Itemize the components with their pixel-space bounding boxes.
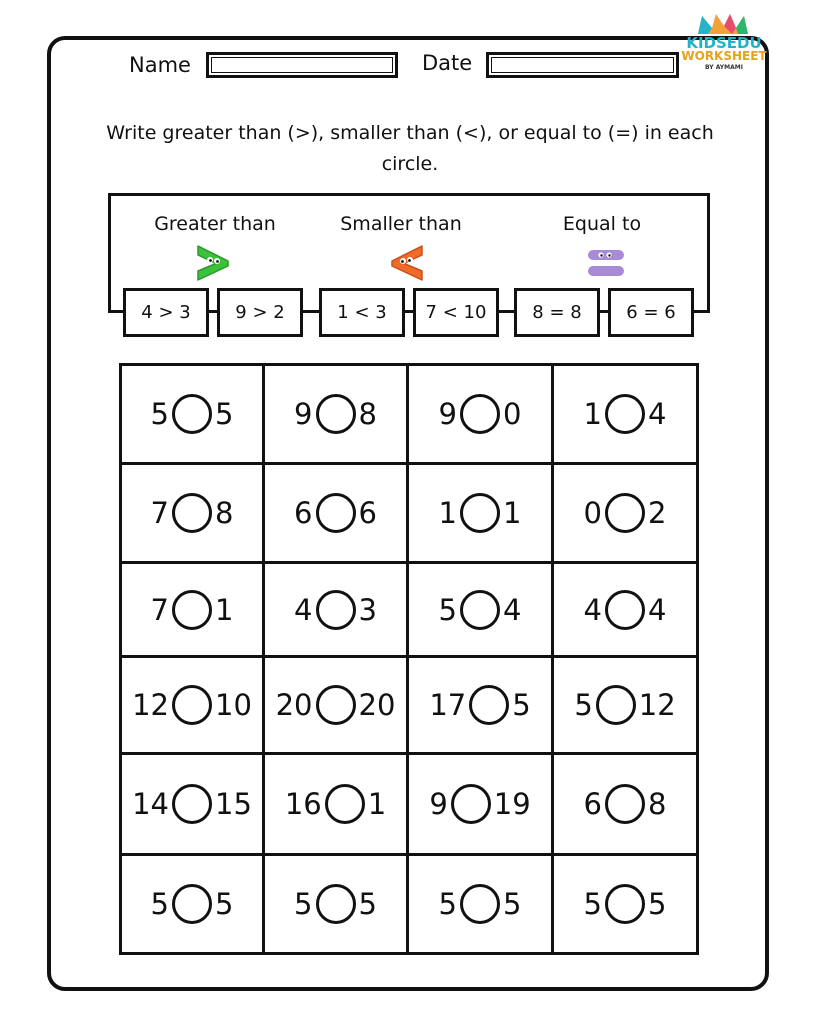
equal-sign-icon	[586, 246, 626, 280]
left-number: 5	[150, 887, 169, 921]
logo-text-worksheet: WORKSHEET	[681, 49, 767, 63]
left-number: 7	[150, 496, 169, 530]
answer-circle[interactable]	[460, 394, 500, 434]
name-field[interactable]	[206, 52, 398, 78]
right-number: 0	[503, 397, 522, 431]
instructions: Write greater than (>), smaller than (<), or equal to (=) in each circle.	[106, 122, 714, 175]
right-number: 19	[493, 787, 531, 821]
problem-cell	[122, 564, 262, 655]
right-number: 6	[358, 496, 377, 530]
left-number: 0	[583, 496, 602, 530]
problem-cell	[265, 658, 406, 752]
problem-cell	[409, 658, 551, 752]
right-number: 4	[648, 397, 667, 431]
name-label: Name	[129, 53, 191, 77]
right-number: 1	[503, 496, 522, 530]
problem-cell	[122, 856, 262, 952]
problem-cell	[409, 366, 551, 462]
left-number: 4	[583, 592, 602, 627]
left-number: 14	[132, 787, 169, 821]
right-number: 2	[648, 496, 667, 530]
answer-circle[interactable]	[316, 493, 356, 533]
less-than-icon	[390, 244, 424, 282]
problem-cell	[265, 856, 406, 952]
problem-cell	[122, 658, 262, 752]
left-number: 5	[438, 592, 457, 627]
answer-circle[interactable]	[316, 394, 356, 434]
kidsedu-logo	[680, 12, 768, 74]
left-number: 6	[583, 787, 602, 821]
answer-circle[interactable]	[596, 685, 636, 725]
problem-cell	[122, 755, 262, 853]
right-number: 5	[512, 688, 531, 722]
left-number: 4	[294, 592, 313, 627]
right-number: 5	[503, 887, 522, 921]
logo-text-kidsedu: KIDSEDU	[686, 34, 762, 52]
right-number: 8	[215, 496, 234, 530]
answer-circle[interactable]	[172, 394, 212, 434]
legend-title-equal: Equal to	[562, 213, 642, 235]
answer-circle[interactable]	[605, 590, 645, 630]
right-number: 5	[648, 887, 667, 921]
problem-cell	[265, 366, 406, 462]
problem-cell	[409, 564, 551, 655]
example-equal-1: 8 = 8	[514, 288, 600, 337]
right-number: 5	[215, 397, 234, 431]
problem-cell	[554, 856, 696, 952]
problem-cell	[409, 465, 551, 561]
problem-cell	[265, 465, 406, 561]
right-number: 8	[358, 397, 377, 431]
problem-cell	[265, 564, 406, 655]
problem-cell	[265, 755, 406, 853]
left-number: 5	[583, 887, 602, 921]
answer-circle[interactable]	[316, 884, 356, 924]
problem-cell	[409, 856, 551, 952]
answer-circle[interactable]	[325, 784, 365, 824]
problem-cell	[409, 755, 551, 853]
right-number: 8	[648, 787, 667, 821]
example-smaller-2: 7 < 10	[413, 288, 499, 337]
right-number: 1	[215, 592, 234, 627]
greater-than-icon	[196, 244, 230, 282]
problem-cell	[554, 564, 696, 655]
left-number: 5	[438, 887, 457, 921]
example-equal-2: 6 = 6	[608, 288, 694, 337]
crown-icon	[694, 12, 754, 36]
right-number: 4	[503, 592, 522, 627]
answer-circle[interactable]	[460, 884, 500, 924]
answer-circle[interactable]	[172, 590, 212, 630]
left-number: 1	[438, 496, 457, 530]
left-number: 9	[294, 397, 313, 431]
answer-circle[interactable]	[172, 493, 212, 533]
answer-circle[interactable]	[605, 784, 645, 824]
problem-cell	[554, 366, 696, 462]
right-number: 12	[638, 688, 676, 722]
problem-cell	[554, 755, 696, 853]
left-number: 9	[429, 787, 448, 821]
logo-text-byline: BY AYMAMI	[705, 64, 743, 71]
left-number: 1	[583, 397, 602, 431]
answer-circle[interactable]	[605, 884, 645, 924]
problem-cell	[554, 658, 696, 752]
example-smaller-1: 1 < 3	[319, 288, 405, 337]
left-number: 16	[284, 787, 322, 821]
right-number: 5	[215, 887, 234, 921]
problem-cell	[554, 465, 696, 561]
answer-circle[interactable]	[460, 590, 500, 630]
left-number: 6	[294, 496, 313, 530]
answer-circle[interactable]	[172, 685, 212, 725]
right-number: 15	[215, 787, 252, 821]
left-number: 20	[275, 688, 313, 722]
date-label: Date	[422, 51, 473, 75]
right-number: 4	[648, 592, 667, 627]
left-number: 5	[150, 397, 169, 431]
left-number: 17	[429, 688, 467, 722]
right-number: 3	[358, 592, 377, 627]
answer-circle[interactable]	[172, 884, 212, 924]
legend-title-smaller: Smaller than	[340, 213, 462, 235]
answer-circle[interactable]	[605, 394, 645, 434]
date-field[interactable]	[486, 52, 679, 78]
answer-circle[interactable]	[605, 493, 645, 533]
answer-circle[interactable]	[469, 685, 509, 725]
right-number: 10	[215, 688, 252, 722]
answer-circle[interactable]	[316, 685, 356, 725]
example-greater-2: 9 > 2	[217, 288, 303, 337]
answer-circle[interactable]	[451, 784, 491, 824]
problem-cell	[122, 465, 262, 561]
left-number: 9	[438, 397, 457, 431]
answer-circle[interactable]	[460, 493, 500, 533]
right-number: 20	[358, 688, 396, 722]
right-number: 1	[367, 787, 387, 821]
answer-circle[interactable]	[316, 590, 356, 630]
left-number: 7	[150, 592, 169, 627]
legend-title-greater: Greater than	[154, 213, 276, 235]
answer-circle[interactable]	[172, 784, 212, 824]
left-number: 5	[294, 887, 313, 921]
left-number: 5	[574, 688, 593, 722]
right-number: 5	[358, 887, 377, 921]
problem-cell	[122, 366, 262, 462]
left-number: 12	[132, 688, 169, 722]
example-greater-1: 4 > 3	[123, 288, 209, 337]
